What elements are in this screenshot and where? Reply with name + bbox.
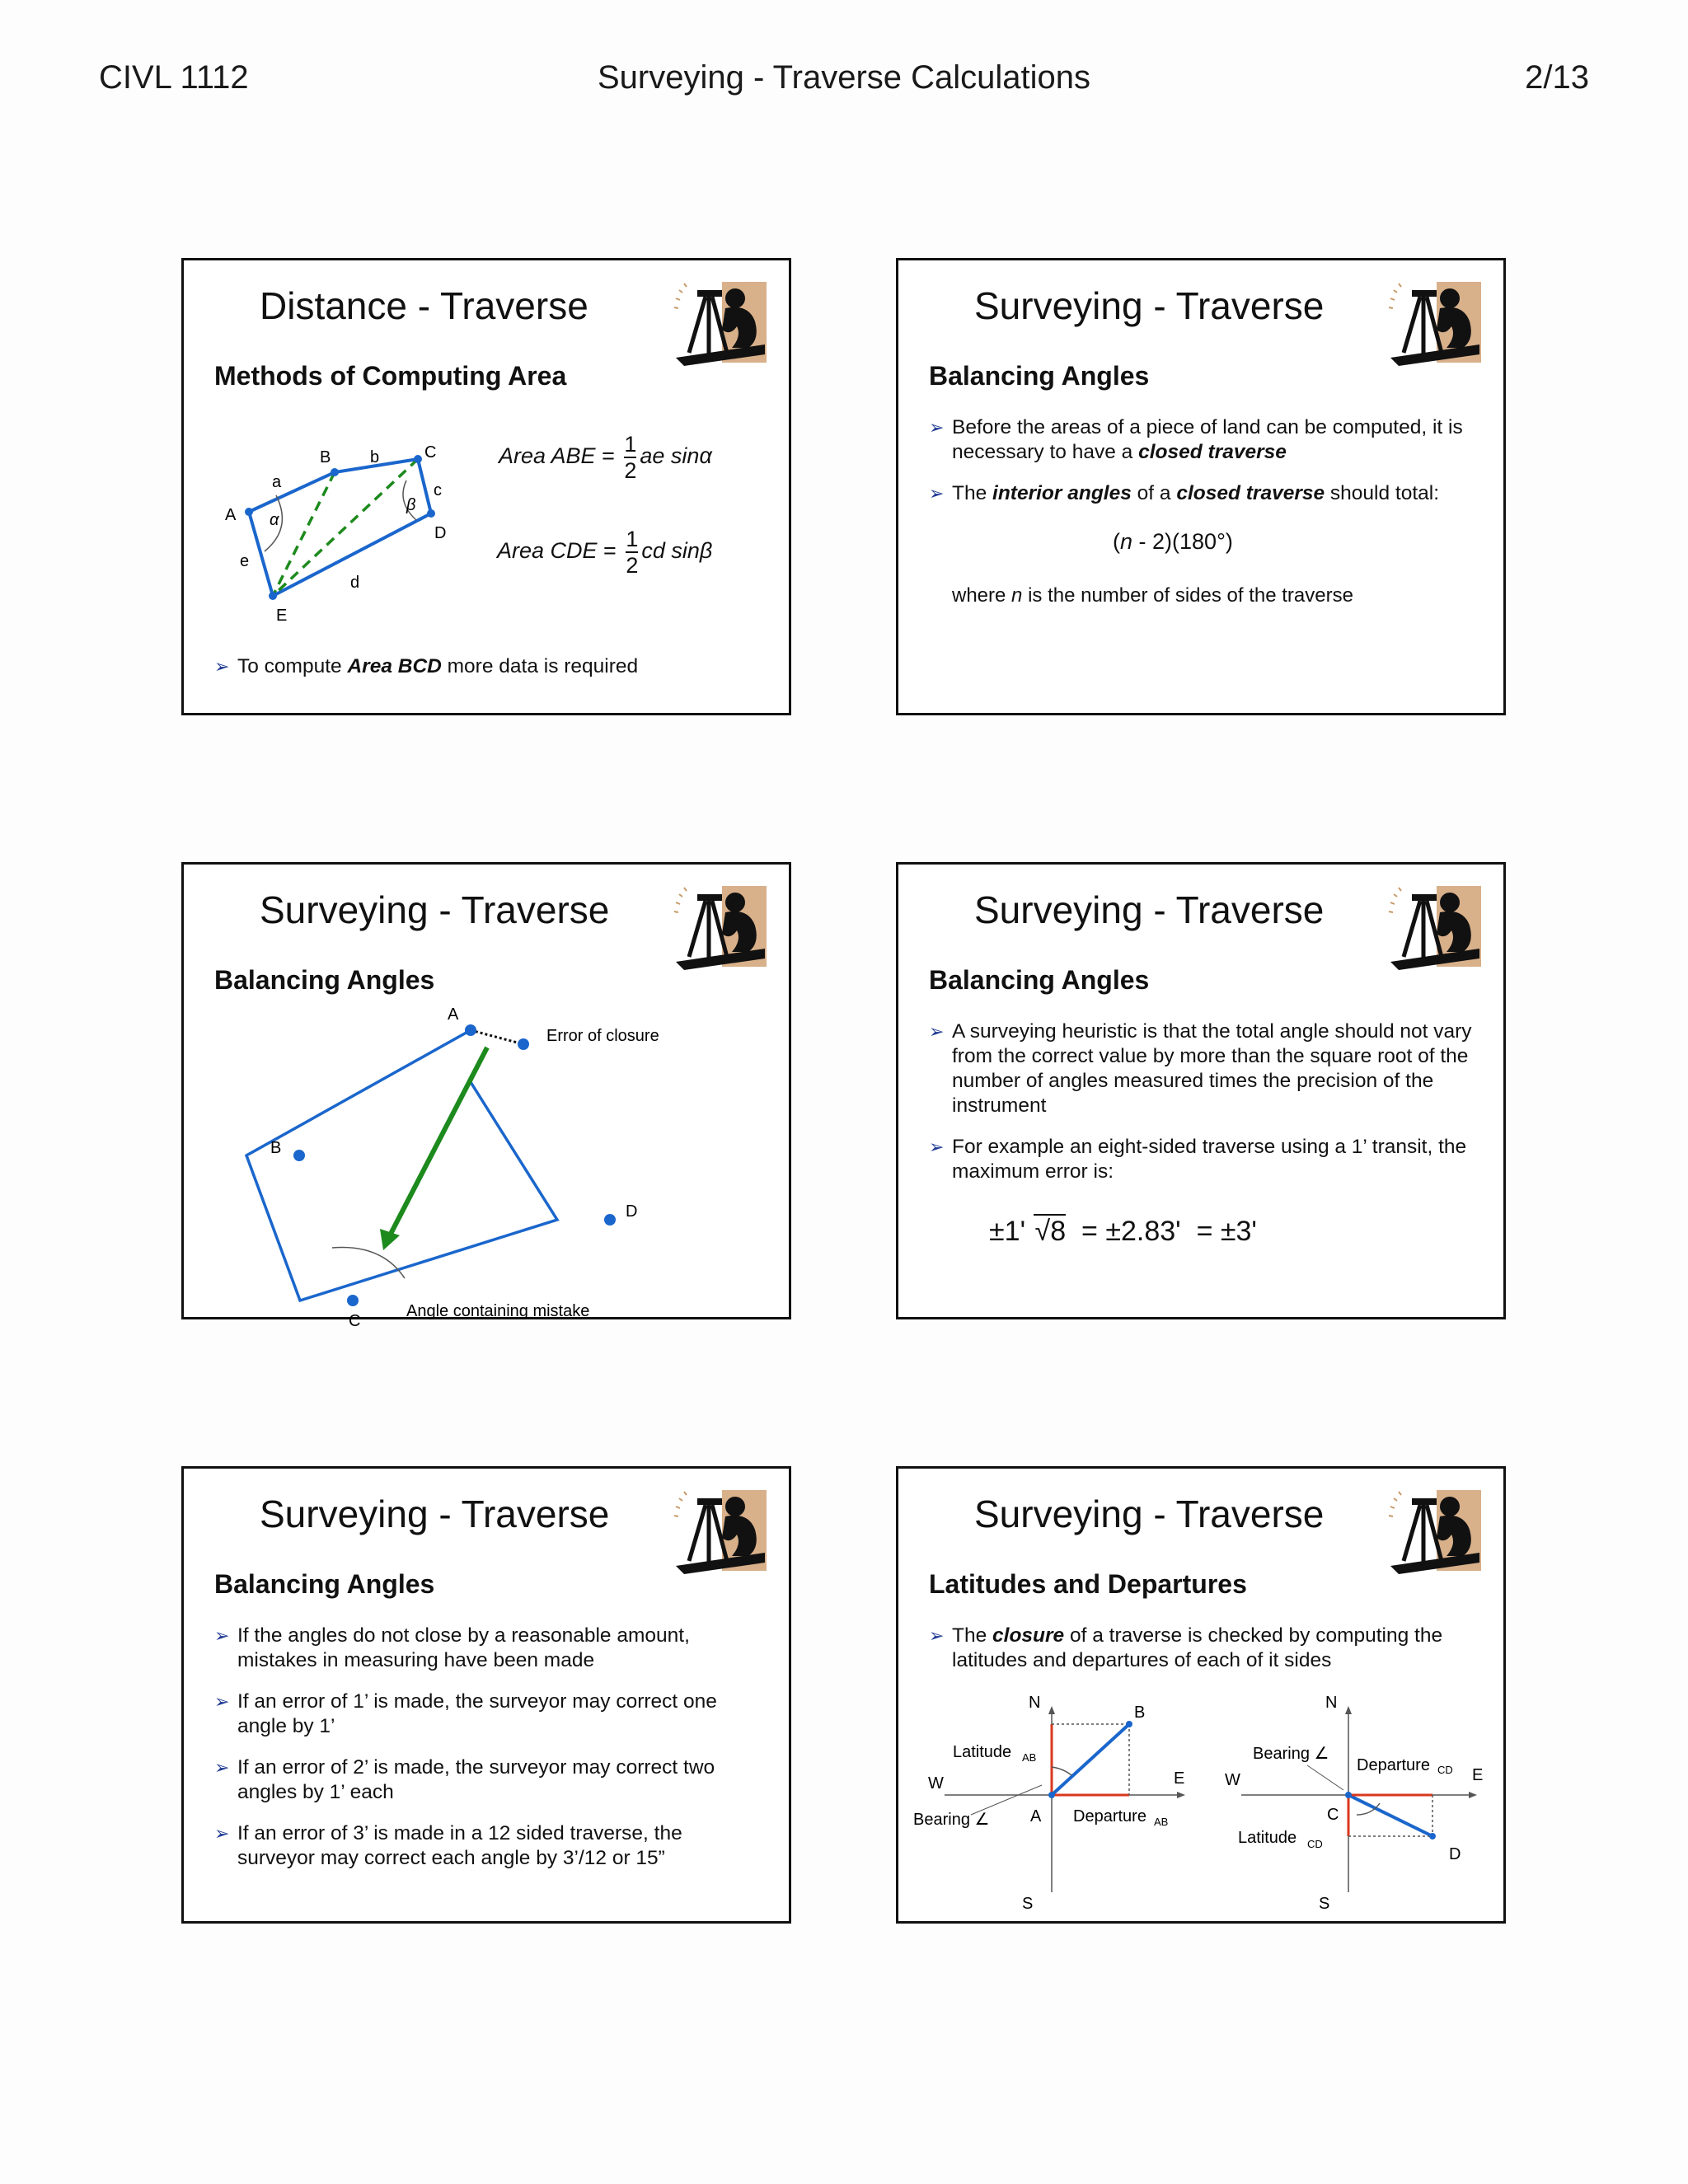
error-of-closure-label: Error of closure: [546, 1027, 659, 1045]
svg-text:B: B: [1134, 1704, 1146, 1722]
bullet-arrow-icon: ➢: [929, 1137, 945, 1157]
svg-text:S: S: [1022, 1895, 1034, 1913]
svg-text:Departure: Departure: [1357, 1756, 1430, 1774]
bullet-arrow-icon: ➢: [214, 1757, 230, 1778]
svg-text:N: N: [1029, 1694, 1041, 1712]
bullet-item: ➢ Before the areas of a piece of land can be computed, it is necessary to have a closed traverse: [929, 416, 1463, 463]
slide-title: Surveying - Traverse: [260, 1493, 610, 1535]
formula-note: where n is the number of sides of the traverse: [952, 584, 1353, 607]
area-cde-formula: Area CDE = $\frac{1}{2}$ cd sinβ: [497, 527, 713, 578]
slide-latitudes-departures: [896, 1466, 1506, 1924]
surveyor-logo-icon: [673, 1487, 770, 1576]
bullet-arrow-icon: ➢: [929, 1021, 945, 1042]
bullet-arrow-icon: ➢: [929, 417, 945, 438]
surveyor-logo-icon: [673, 279, 770, 368]
slide-title: Surveying - Traverse: [974, 1493, 1325, 1535]
page-header-title: Surveying - Traverse Calculations: [597, 59, 1091, 96]
interior-angle-formula: (n - 2)(180°): [1113, 529, 1233, 554]
vertex-label-a: A: [225, 506, 237, 524]
slide-title: Surveying - Traverse: [260, 888, 610, 931]
side-label-d: d: [350, 574, 360, 592]
area-polygon-diagram: [200, 405, 456, 635]
bullet-item: ➢ If the angles do not close by a reasonable amount, mistakes in measuring have been made: [214, 1624, 690, 1671]
bullet-arrow-icon: ➢: [929, 1625, 945, 1646]
svg-text:D: D: [1449, 1845, 1461, 1863]
svg-text:Departure: Departure: [1073, 1807, 1146, 1825]
bullet-item: ➢ If an error of 3’ is made in a 12 sided traverse, the surveyor may correct each angle by 3’/12 or 15”: [214, 1822, 682, 1869]
slide-subtitle: Balancing Angles: [929, 965, 1150, 995]
bullet-arrow-icon: ➢: [214, 656, 230, 677]
svg-text:AB: AB: [1154, 1816, 1169, 1828]
surveyor-logo-icon: [673, 883, 770, 972]
svg-text:N: N: [1325, 1694, 1338, 1712]
bullet-item: ➢ If an error of 2’ is made, the surveyor may correct two angles by 1’ each: [214, 1756, 715, 1803]
svg-text:W: W: [928, 1774, 944, 1793]
slide-subtitle: Balancing Angles: [214, 965, 435, 995]
side-label-a: a: [272, 473, 282, 491]
svg-text:A: A: [1030, 1807, 1042, 1825]
angle-label-beta: β: [406, 496, 416, 514]
vertex-label-b: B: [320, 448, 331, 466]
side-label-b: b: [370, 448, 380, 466]
bullet-arrow-icon: ➢: [214, 1823, 230, 1844]
side-label-e: e: [240, 552, 250, 570]
course-code: CIVL 1112: [99, 59, 249, 96]
slide-subtitle: Balancing Angles: [214, 1569, 435, 1599]
side-label-c: c: [434, 481, 442, 499]
lat-dep-diagram-ab: [913, 1694, 1185, 1913]
angle-label-alpha: α: [270, 511, 279, 529]
vertex-label-d: D: [626, 1202, 638, 1221]
area-abe-formula: Area ABE = $\frac{1}{2}$ ae sinα: [499, 432, 712, 483]
slide-title: Surveying - Traverse: [974, 284, 1325, 327]
svg-text:Latitude: Latitude: [1238, 1829, 1297, 1847]
bullet-item: ➢ For example an eight-sided traverse using a 1’ transit, the maximum error is:: [929, 1136, 1467, 1183]
vertex-label-d: D: [434, 524, 447, 542]
slide-error-of-closure: [181, 862, 791, 1330]
bullet-arrow-icon: ➢: [214, 1691, 230, 1712]
page-number: 2/13: [1525, 59, 1589, 96]
surveyor-logo-icon: [1387, 883, 1484, 972]
bullet-item: ➢ To compute Area BCD more data is required: [214, 655, 639, 677]
svg-text:E: E: [1472, 1766, 1484, 1784]
bullet-item: ➢ The closure of a traverse is checked by computing the latitudes and departures of each of it sides: [929, 1624, 1443, 1671]
svg-text:E: E: [1174, 1769, 1185, 1788]
slide-subtitle: Methods of Computing Area: [214, 361, 567, 391]
vertex-label-c: C: [424, 443, 437, 462]
svg-text:S: S: [1319, 1895, 1330, 1913]
lat-dep-diagrams: [898, 1694, 1508, 1924]
angle-mistake-label: Angle containing mistake: [406, 1302, 590, 1320]
svg-text:W: W: [1225, 1771, 1240, 1789]
svg-text:AB: AB: [1022, 1751, 1037, 1764]
bullet-item: ➢ If an error of 1’ is made, the surveyor may correct one angle by 1’: [214, 1690, 717, 1737]
bullet-arrow-icon: ➢: [214, 1625, 230, 1646]
svg-text:CD: CD: [1437, 1764, 1453, 1776]
slide-distance-traverse: [181, 258, 791, 715]
vertex-label-e: E: [276, 607, 288, 625]
svg-text:Bearing ∠: Bearing ∠: [1253, 1745, 1329, 1763]
slide-subtitle: Latitudes and Departures: [929, 1569, 1247, 1599]
bullet-arrow-icon: ➢: [929, 483, 945, 504]
slide-correcting-angles: [181, 1466, 791, 1924]
slide-title: Distance - Traverse: [260, 284, 588, 327]
slide-heuristic: [896, 862, 1506, 1319]
max-error-formula: ±1' √8 = ±2.83' = ±3': [989, 1216, 1257, 1247]
surveyor-logo-icon: [1387, 1487, 1484, 1576]
bullet-item: ➢ A surveying heuristic is that the total angle should not vary from the correct value by more than the square root of the number of angles measured times the precision of the instrument: [929, 1020, 1472, 1117]
slide-balancing-angles-intro: [896, 258, 1506, 715]
vertex-label-b: B: [270, 1139, 282, 1157]
svg-text:Latitude: Latitude: [953, 1743, 1012, 1761]
slide-subtitle: Balancing Angles: [929, 361, 1150, 391]
surveyor-logo-icon: [1387, 279, 1484, 368]
svg-text:C: C: [1327, 1806, 1339, 1824]
closure-error-diagram: [184, 1005, 794, 1330]
lat-dep-diagram-cd: [1225, 1694, 1483, 1913]
bullet-item: ➢ The interior angles of a closed traverse should total:: [929, 482, 1440, 504]
slide-title: Surveying - Traverse: [974, 888, 1325, 931]
svg-text:CD: CD: [1307, 1838, 1323, 1850]
vertex-label-c: C: [349, 1312, 361, 1330]
svg-text:Bearing ∠: Bearing ∠: [913, 1811, 990, 1829]
vertex-label-a: A: [448, 1005, 459, 1024]
